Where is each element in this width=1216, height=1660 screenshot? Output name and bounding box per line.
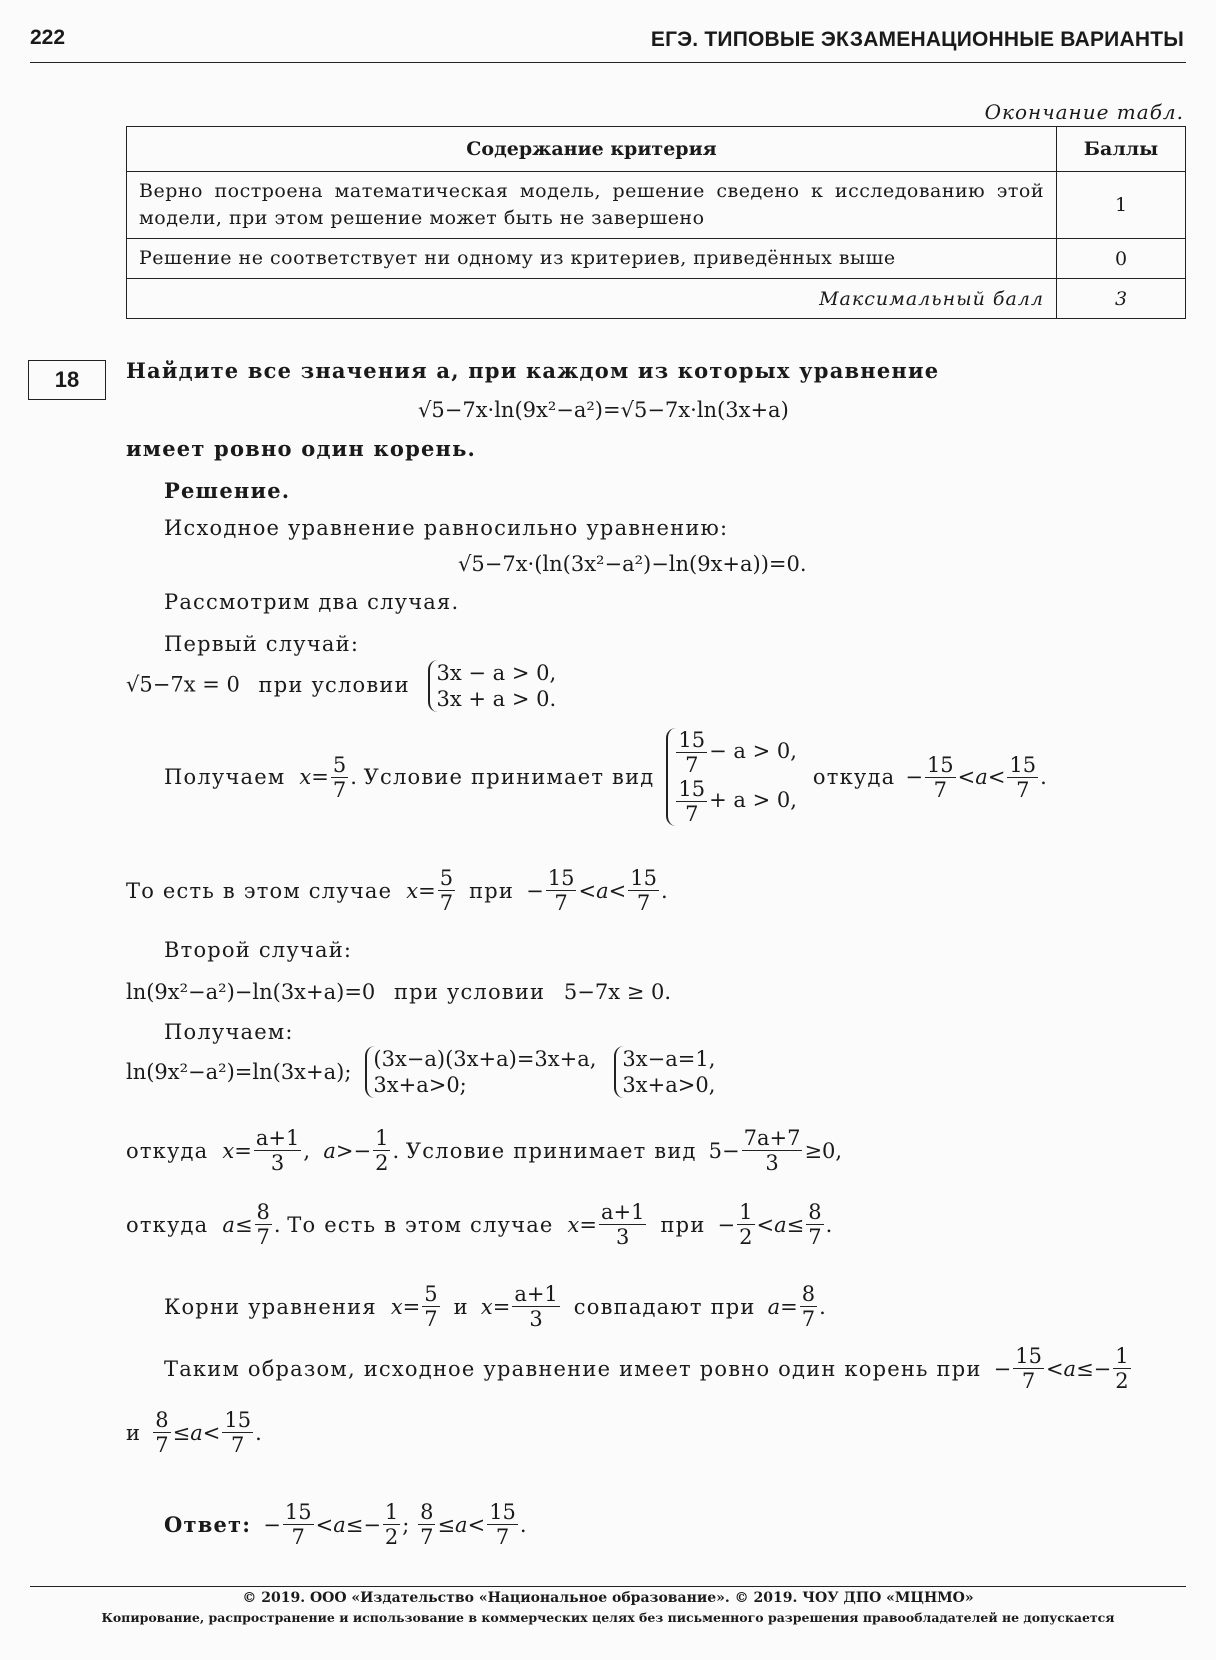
case1-line [126, 660, 556, 712]
case2-systems: ln(9x²−a²)=ln(3x+a); (3x−a)(3x+a)=3x+a, 3x+a>0; 3x−a=1, 3x+a>0, [126, 1047, 716, 1097]
task-prompt: Найдите все значения a, при каждом из которых уравнение [126, 358, 940, 383]
max-score-value: 3 [1057, 279, 1186, 319]
criterion-text: Верно построена математическая модель, решение сведено к исследованию этой модели, при этом решение может быть не завершено [127, 172, 1057, 239]
case1-system [428, 660, 556, 712]
criterion-points: 1 [1057, 172, 1186, 239]
max-score-label: Максимальный балл [127, 279, 1057, 319]
task-prompt-end: имеет ровно один корень. [126, 436, 477, 461]
table-row [127, 279, 1186, 319]
solution-p2: Рассмотрим два случая. [164, 590, 460, 614]
case1-title: Первый случай: [164, 632, 360, 656]
solution-heading: Решение. [164, 478, 291, 503]
case1-eq: √5−7x = 0 [126, 672, 240, 697]
sys-line: 3x + a > 0. [436, 687, 557, 711]
header-rule [30, 62, 1186, 63]
table-row [127, 239, 1186, 279]
whence-word: откуда [812, 765, 896, 789]
task-equation: √5−7x·ln(9x²−a²)=√5−7x·ln(3x+a) [418, 398, 789, 422]
solution-p1: Исходное уравнение равносильно уравнению: [164, 516, 729, 540]
case1-cond-word: при условии [258, 672, 410, 697]
get-word: Получаем [164, 765, 286, 789]
case2-result: откуда x= $\frac{a+1}{3}$ , a>− $\frac{1}{2}$ . Условие принимает вид 5− $\frac{7a+7}{3}$ ≥0, [126, 1126, 843, 1175]
case1-system-2: $\frac{15}{7}$ − a > 0, $\frac{15}{7}$ + a > 0, [666, 728, 797, 826]
running-head: ЕГЭ. ТИПОВЫЕ ЭКЗАМЕНАЦИОННЫЕ ВАРИАНТЫ [650, 28, 1184, 51]
col-content-header: Содержание критерия [127, 127, 1057, 172]
conclusion-line-2: и $\frac{8}{7}$ ≤a< $\frac{15}{7}$ . [126, 1408, 262, 1457]
sys-line: 3x − a > 0, [436, 661, 557, 685]
cond-form: Условие принимает вид [363, 765, 655, 789]
conclusion-line: Таким образом, исходное уравнение имеет ровно один корень при − $\frac{15}{7}$ <a≤− $\frac{1}{2}$ [164, 1344, 1129, 1393]
case2-title: Второй случай: [164, 938, 353, 962]
table-caption: Окончание табл. [984, 100, 1184, 124]
table-row [127, 172, 1186, 239]
task-number: 18 [28, 360, 106, 400]
case1-summary: То есть в этом случае x= $\frac{5}{7}$ при − $\frac{15}{7}$ <a< $\frac{15}{7}$ . [126, 866, 668, 915]
case1-result-line: Получаем x= $\frac{5}{7}$ . Условие принимает вид $\frac{15}{7}$ − a > 0, $\frac{15}{7}$ + a > 0, откуда − $\frac{15}{7}$ <a< $\frac{15}{7}$ . [164, 728, 1047, 826]
get-colon: Получаем: [164, 1020, 294, 1044]
fraction: $\frac{5}{7}$ [332, 752, 347, 802]
criteria-table [126, 126, 1186, 319]
col-points-header: Баллы [1057, 127, 1186, 172]
answer-label: Ответ: [164, 1512, 252, 1537]
answer-line: Ответ: − $\frac{15}{7}$ <a≤− $\frac{1}{2}$ ; $\frac{8}{7}$ ≤a< $\frac{15}{7}$ . [164, 1500, 527, 1549]
footer-rule [30, 1586, 1186, 1587]
footer-copyright: © 2019. ООО «Издательство «Национальное образование». © 2019. ЧОУ ДПО «МЦНМО» [242, 1590, 974, 1606]
case2-summary: откуда a≤ $\frac{8}{7}$ . То есть в этом случае x= $\frac{a+1}{3}$ при − $\frac{1}{2}$ <a≤ $\frac{8}{7}$ . [126, 1200, 833, 1249]
solution-eq1: √5−7x·(ln(3x²−a²)−ln(9x+a))=0. [458, 552, 807, 576]
footer-notice: Копирование, распространение и использование в коммерческих целях без письменного разрешения правообладателей не допускается [101, 1610, 1115, 1625]
roots-line: Корни уравнения x= $\frac{5}{7}$ и x= $\frac{a+1}{3}$ совпадают при a= $\frac{8}{7}$ . [164, 1282, 826, 1331]
page-number: 222 [30, 26, 66, 49]
criterion-text: Решение не соответствует ни одному из критериев, приведённых выше [127, 239, 1057, 279]
case2-line: ln(9x²−a²)−ln(3x+a)=0 при условии 5−7x ≥ 0. [126, 980, 672, 1004]
criterion-points: 0 [1057, 239, 1186, 279]
